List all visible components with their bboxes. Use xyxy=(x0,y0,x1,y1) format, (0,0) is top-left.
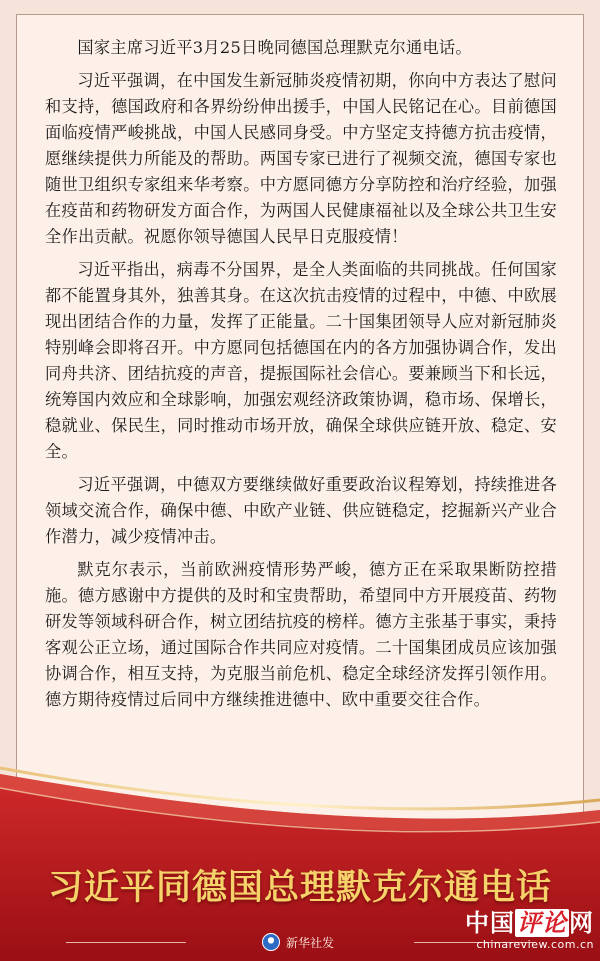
divider-left xyxy=(66,942,186,943)
watermark-name-part2: 网 xyxy=(569,909,594,937)
article-body xyxy=(45,35,557,720)
paragraph-2: 习近平强调，在中国发生新冠肺炎疫情初期，你向中方表达了慰问和支持，德国政府和各界纷纷伸出援手，中国人民铭记在心。目前德国面临疫情严峻挑战，中国人民感同身受。中方坚定支持德方抗击疫情，愿继续提供力所能及的帮助。两国专家已进行了视频交流，德国专家也随世卫组织专家组来华考察。中方愿同德方分享防控和治疗经验，加强在疫苗和药物研发方面合作，为两国人民健康福祉以及全球公共卫生安全作出贡献。祝愿你领导德国人民早日克服疫情！ xyxy=(45,71,557,246)
watermark-url: chinareview.com.cn xyxy=(476,938,594,951)
paragraph-1: 国家主席习近平3月25日晚同德国总理默克尔通电话。 xyxy=(77,38,472,57)
banner-title: 习近平同德国总理默克尔通电话 xyxy=(47,868,552,908)
source-label: 新华社发 xyxy=(286,935,335,950)
source-credit xyxy=(262,932,334,952)
site-watermark xyxy=(465,903,594,951)
watermark-name-part1: 中国 xyxy=(465,909,515,937)
paragraph-5: 默克尔表示，当前欧洲疫情形势严峻，德方正在采取果断防控措施。德方感谢中方提供的及时和宝贵帮助，希望同中方开展疫苗、药物研发等领域科研合作，树立团结抗疫的榜样。德方主张基于事实，秉持客观公正立场，通过国际合作共同应对疫情。二十国集团成员应该加强协调合作，相互支持，为克服当前危机、稳定全球经济发挥引领作用。德方期待疫情过后同中方继续推进德中、欧中重要交往合作。 xyxy=(45,560,557,709)
paragraph-3: 习近平指出，病毒不分国界，是全人类面临的共同挑战。任何国家都不能置身其外，独善其身。在这次抗击疫情的过程中，中德、中欧展现出团结合作的力量，发挥了正能量。二十国集团领导人应对新冠肺炎特别峰会即将召开。中方愿同包括德国在内的各方加强协调合作，发出同舟共济、团结抗疫的声音，提振国际社会信心。要兼顾当下和长远，统筹国内效应和全球影响，加强宏观经济政策协调，稳市场、保增长，稳就业、保民生，同时推动市场开放，确保全球供应链开放、稳定、安全。 xyxy=(45,260,557,461)
paragraph-4: 习近平强调，中德双方要继续做好重要政治议程筹划，持续推进各领域交流合作，确保中德、中欧产业链、供应链稳定，挖掘新兴产业合作潜力，减少疫情冲击。 xyxy=(45,475,557,546)
watermark-name-accent: 评论 xyxy=(517,909,567,937)
watermark-name xyxy=(465,903,594,938)
title-banner xyxy=(0,760,600,961)
xinhua-logo-icon xyxy=(262,933,280,951)
